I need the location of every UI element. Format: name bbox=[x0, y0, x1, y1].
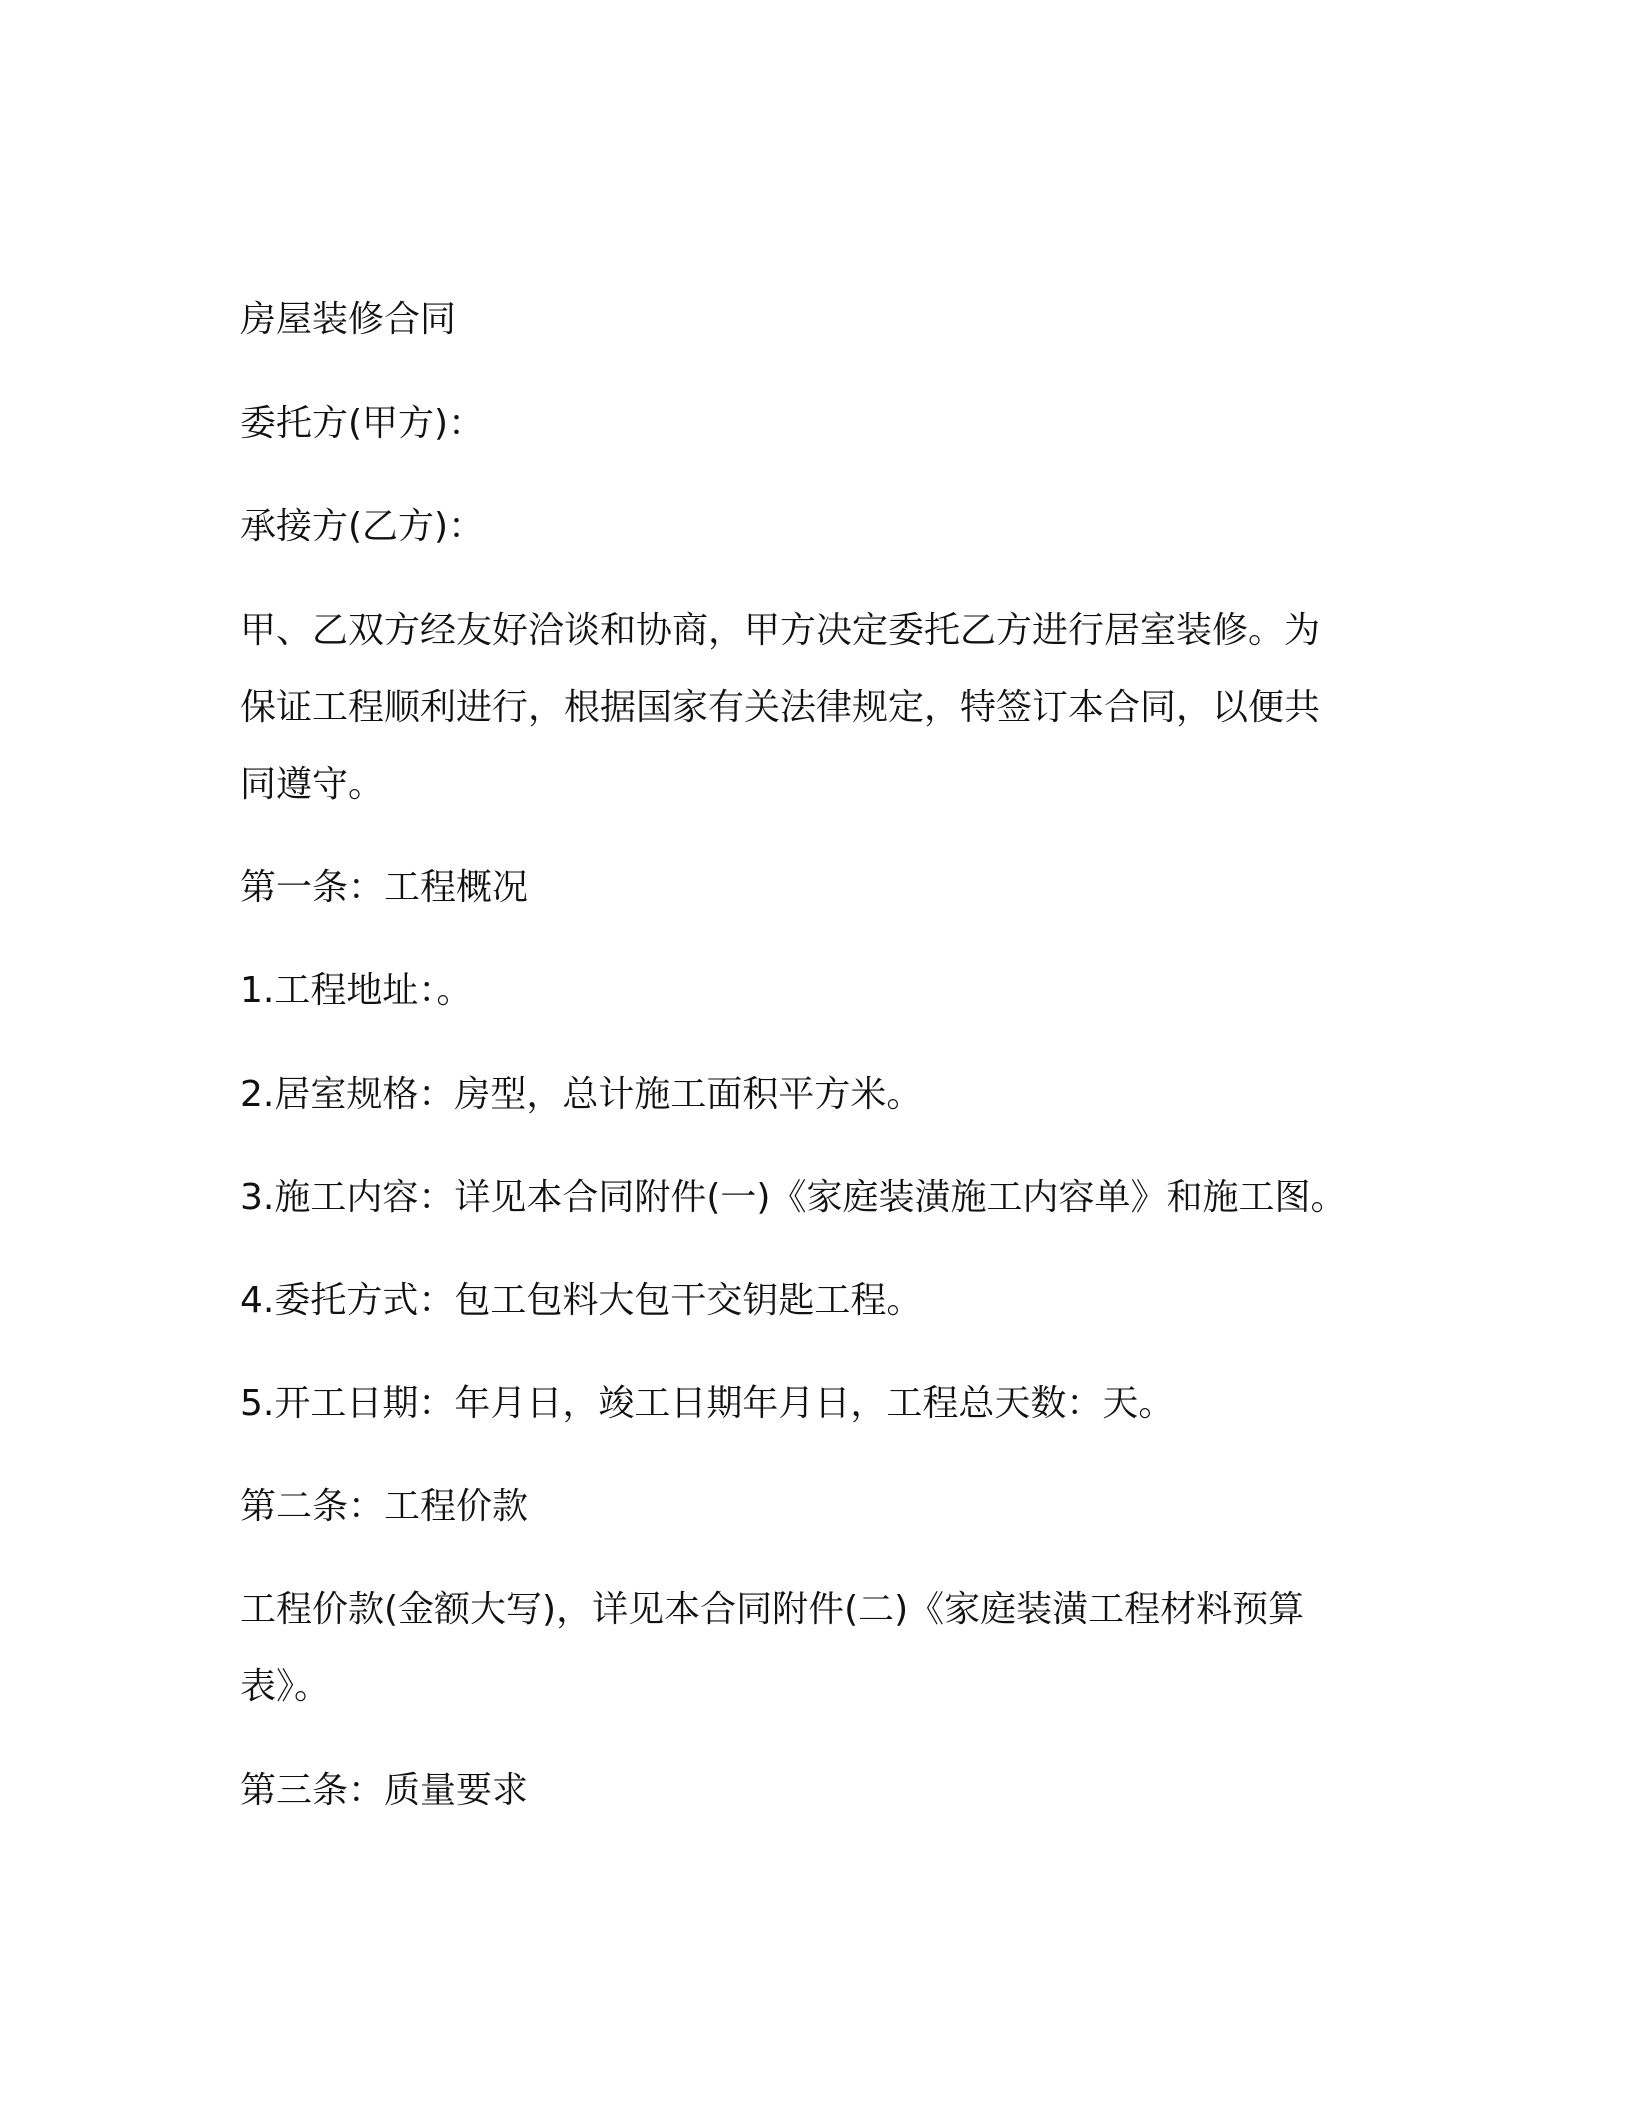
intro-line-3: 同遵守。 bbox=[240, 764, 385, 805]
article-3-heading: 第三条：质量要求 bbox=[240, 1770, 529, 1811]
intro-line-1: 甲、乙双方经友好洽谈和协商，甲方决定委托乙方进行居室装修。为 bbox=[240, 610, 1321, 651]
article-1-item-5: 5.开工日期：年月日，竣工日期年月日，工程总天数：天。 bbox=[240, 1383, 1175, 1424]
article-2-body-line-1: 工程价款(金额大写)，详见本合同附件(二)《家庭装潢工程材料预算 bbox=[240, 1589, 1305, 1630]
article-1-item-1: 1.工程地址：。 bbox=[240, 970, 473, 1011]
article-1-item-3: 3.施工内容：详见本合同附件(一)《家庭装潢施工内容单》和施工图。 bbox=[240, 1177, 1347, 1218]
document-title: 房屋装修合同 bbox=[240, 299, 457, 340]
article-2-heading: 第二条：工程价款 bbox=[240, 1486, 529, 1527]
article-2-body-line-2: 表》。 bbox=[240, 1666, 331, 1707]
article-1-item-4: 4.委托方式：包工包料大包干交钥匙工程。 bbox=[240, 1280, 923, 1321]
party-b-line: 承接方(乙方)： bbox=[240, 506, 485, 547]
intro-line-2: 保证工程顺利进行，根据国家有关法律规定，特签订本合同，以便共 bbox=[240, 687, 1321, 728]
article-1-item-2: 2.居室规格：房型，总计施工面积平方米。 bbox=[240, 1074, 923, 1115]
party-a-line: 委托方(甲方)： bbox=[240, 403, 485, 444]
article-1-heading: 第一条：工程概况 bbox=[240, 867, 529, 908]
